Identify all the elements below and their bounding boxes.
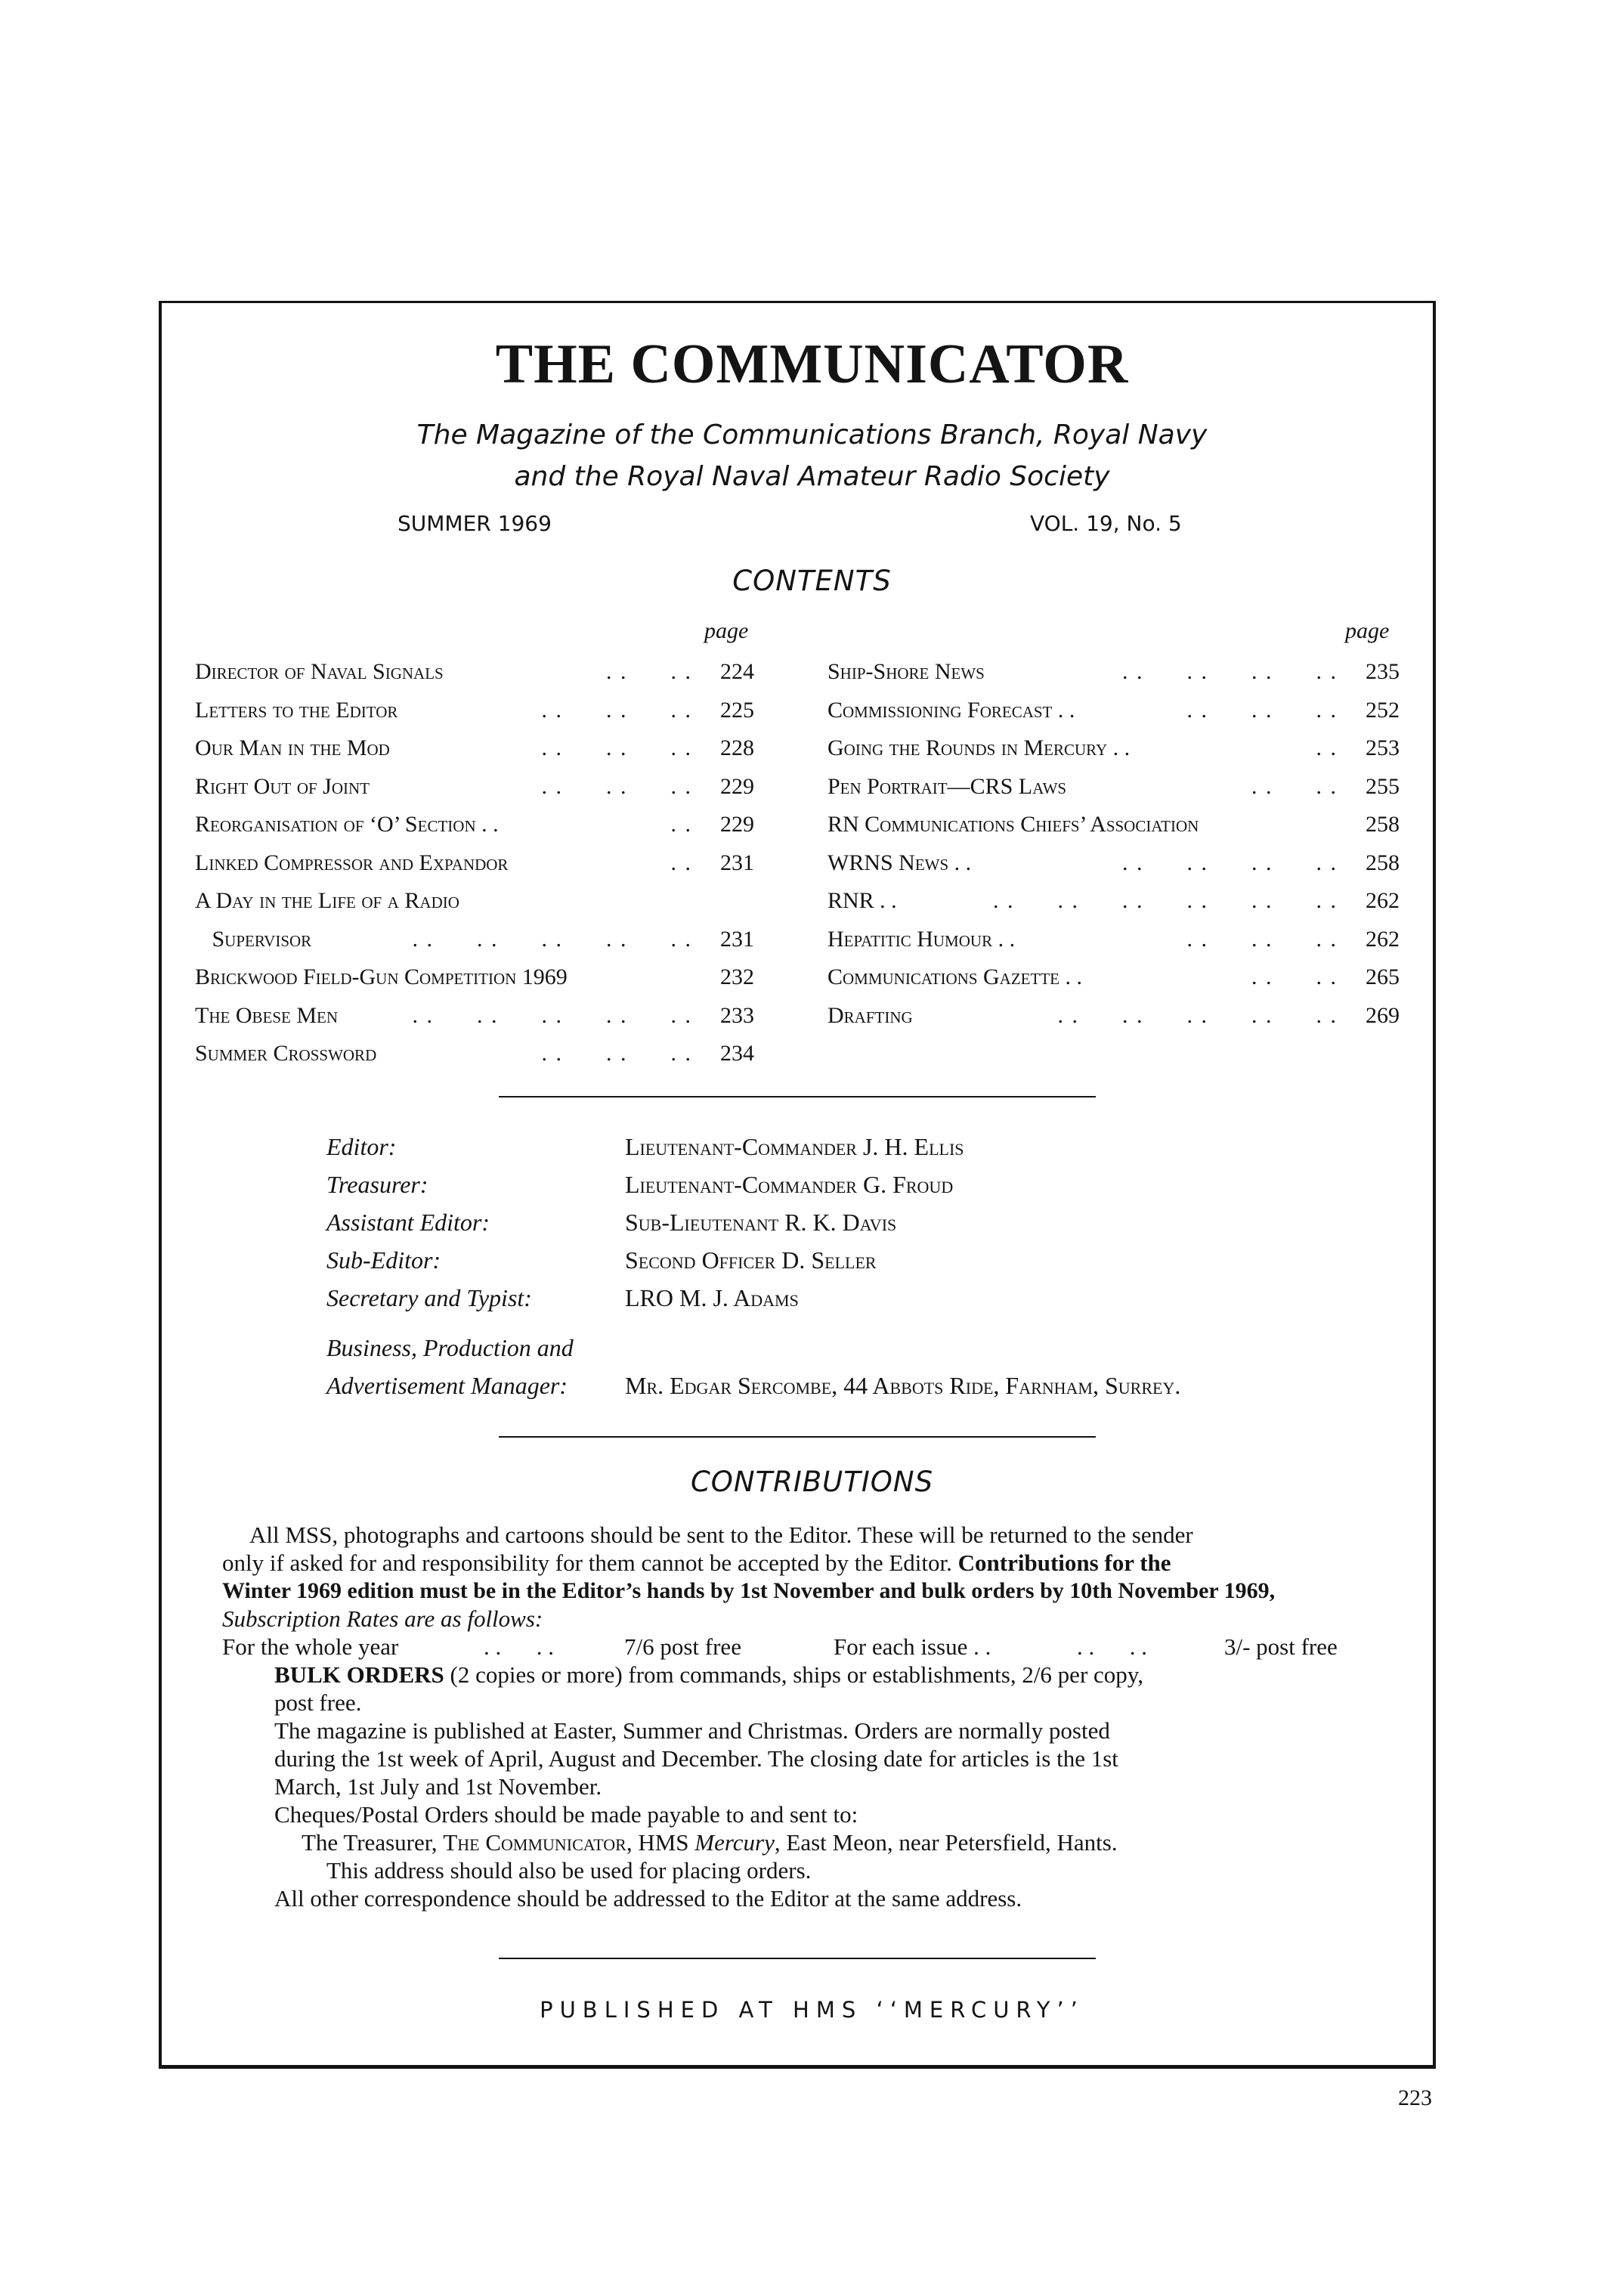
toc-entry-leader: . . . . . . . . (1122, 850, 1338, 875)
staff-role: Sub-Editor: (326, 1246, 441, 1274)
toc-entry-page: 231 (720, 926, 754, 952)
contributions-heading: CONTRIBUTIONS (690, 1466, 934, 1498)
toc-entry-title: Commissioning Forecast . . (827, 697, 1075, 723)
toc-entry-title: Summer Crossword (195, 1041, 377, 1066)
rate-issue-value: 3/- post free (1224, 1633, 1338, 1660)
toc-entry (827, 692, 1400, 729)
staff-role: Editor: (326, 1133, 397, 1160)
rate-issue-dots: . . . . (1077, 1633, 1147, 1660)
page-column-label-right: page (1345, 618, 1390, 643)
divider-rule (499, 1958, 1096, 1959)
staff-role: Secretary and Typist: (326, 1284, 532, 1311)
toc-entry-leader: . . . . . . . . . . (412, 1002, 692, 1028)
rate-issue-label: For each issue . . (834, 1633, 991, 1660)
contrib-line (222, 1549, 1171, 1577)
toc-entry-title: A Day in the Life of a Radio (195, 888, 459, 913)
contents-heading: CONTENTS (732, 565, 892, 597)
toc-entry (827, 921, 1400, 958)
toc-entry-leader: . . . . . . . . . . . . (993, 888, 1338, 913)
toc-entry-leader: . . . . . . . . . . (412, 926, 692, 952)
toc-entry-leader: . . (670, 812, 692, 837)
toc-entry (195, 768, 754, 806)
contrib-line: All MSS, photographs and cartoons should be sent to the Editor. These will be returned to the sender (249, 1522, 1193, 1548)
publication-line: March, 1st July and 1st November. (274, 1773, 602, 1800)
contrib-deadline-text: Contributions for the (951, 1549, 1171, 1576)
toc-entry-page: 234 (720, 1041, 754, 1066)
staff-name: LRO M. J. Adams (625, 1284, 799, 1311)
toc-entry-leader: . . (670, 850, 692, 875)
staff-name: Second Officer D. Seller (625, 1246, 877, 1274)
toc-entry (195, 921, 754, 958)
staff-role: Treasurer: (326, 1171, 428, 1198)
toc-entry-title: Right Out of Joint (195, 773, 370, 799)
magazine-subtitle-line1: The Magazine of the Communications Branch, Royal Navy (416, 419, 1208, 450)
toc-entry-title: Reorganisation of ‘O’ Section . . (195, 812, 499, 837)
bulk-orders-label: BULK ORDERS (274, 1661, 444, 1688)
other-correspondence-line: All other correspondence should be addressed to the Editor at the same address. (274, 1885, 1022, 1912)
issue-volume: VOL. 19, No. 5 (1030, 511, 1182, 536)
toc-entry-leader: . . . . . . . . . . (1057, 1002, 1338, 1028)
business-role-line1: Business, Production and (326, 1334, 574, 1361)
address-text: , HMS (626, 1829, 695, 1856)
toc-entry (827, 997, 1400, 1035)
toc-entry-leader: . . . . . . (1186, 926, 1338, 952)
business-manager-name: Mr. Edgar Sercombe, 44 Abbots Ride, Farnham, Surrey. (625, 1372, 1181, 1399)
toc-entry (195, 653, 754, 691)
toc-entry (827, 958, 1400, 996)
toc-entry-title: Hepatitic Humour . . (827, 926, 1016, 952)
toc-entry-page: 258 (1366, 850, 1400, 875)
divider-rule (499, 1436, 1096, 1438)
toc-entry-page: 253 (1366, 735, 1400, 760)
publication-line: The magazine is published at Easter, Summer and Christmas. Orders are normally posted (274, 1717, 1110, 1744)
toc-entry-leader: . . . . . . (1186, 697, 1338, 723)
cheques-line: Cheques/Postal Orders should be made payable to and sent to: (274, 1801, 858, 1828)
published-at: PUBLISHED AT HMS ‘‘MERCURY’’ (540, 1997, 1084, 2023)
magazine-subtitle-line2: and the Royal Naval Amateur Radio Society (514, 461, 1110, 492)
toc-entry-page: 269 (1366, 1002, 1400, 1028)
staff-name: Lieutenant-Commander G. Froud (625, 1171, 954, 1198)
toc-entry-page: 252 (1366, 697, 1400, 723)
toc-entry-title: Communications Gazette . . (827, 964, 1082, 989)
toc-entry-title: WRNS News . . (827, 850, 972, 875)
toc-entry-title: Our Man in the Mod (195, 735, 390, 760)
toc-entry-page: 229 (720, 773, 754, 799)
toc-entry-leader: . . . . (606, 659, 692, 684)
magazine-title: THE COMMUNICATOR (495, 333, 1129, 395)
toc-entry (195, 997, 754, 1035)
toc-entry (827, 844, 1400, 882)
toc-entry-leader: . . . . . . (541, 773, 692, 799)
toc-entry-leader: . . . . . . (541, 1041, 692, 1066)
toc-entry (827, 882, 1400, 920)
toc-entry-page: 235 (1366, 659, 1400, 684)
toc-entry-title: Pen Portrait—CRS Laws (827, 773, 1067, 799)
contrib-text: only if asked for and responsibility for them cannot be accepted by the Editor. (222, 1549, 952, 1576)
toc-entry-title: RN Communications Chiefs’ Association (827, 812, 1199, 837)
rate-year-value: 7/6 post free (624, 1633, 741, 1660)
publication-line: during the 1st week of April, August and December. The closing date for articles is the 1st (274, 1745, 1118, 1772)
toc-entry (827, 653, 1400, 691)
toc-entry (195, 806, 754, 844)
toc-entry-title: Linked Compressor and Expandor (195, 850, 509, 875)
toc-entry-page: 229 (720, 812, 754, 837)
issue-season: SUMMER 1969 (397, 511, 552, 536)
toc-entry-page: 224 (720, 659, 754, 684)
rate-year-dots: . . . . (484, 1633, 554, 1660)
toc-entry (195, 1035, 754, 1073)
business-role-line2: Advertisement Manager: (326, 1372, 568, 1399)
toc-entry-title: Going the Rounds in Mercury . . (827, 735, 1131, 760)
bulk-orders-text: (2 copies or more) from commands, ships or establishments, 2/6 per copy, (444, 1661, 1144, 1688)
page-column-label-left: page (704, 618, 749, 643)
subscription-rates-label: Subscription Rates are as follows: (222, 1605, 543, 1632)
rate-year-label: For the whole year (222, 1633, 399, 1660)
toc-entry-leader: . . . . . . . . (1122, 659, 1338, 684)
toc-entry-page: 232 (720, 964, 754, 989)
toc-entry-title: Ship-Shore News (827, 659, 985, 684)
contrib-deadline-line: Winter 1969 edition must be in the Editor’s hands by 1st November and bulk orders by 10th November 1969, (222, 1578, 1276, 1603)
toc-entry (195, 882, 754, 920)
address-ship: Mercury (694, 1829, 775, 1856)
toc-entry-page: 231 (720, 850, 754, 875)
toc-entry-page: 262 (1366, 888, 1400, 913)
toc-entry-page: 228 (720, 735, 754, 760)
divider-rule (499, 1096, 1096, 1097)
page-number: 223 (1398, 2085, 1432, 2110)
toc-entry-title: Director of Naval Signals (195, 659, 444, 684)
bulk-orders-line2: post free. (274, 1689, 362, 1716)
toc-entry (195, 692, 754, 729)
toc-entry-title: Supervisor (195, 926, 312, 952)
toc-entry-title: The Obese Men (195, 1002, 338, 1028)
toc-entry-page: 262 (1366, 926, 1400, 952)
toc-entry-leader: . . . . . . (541, 697, 692, 723)
toc-entry (827, 768, 1400, 806)
toc-entry (195, 958, 754, 996)
toc-entry-page: 225 (720, 697, 754, 723)
toc-entry-page: 258 (1366, 812, 1400, 837)
toc-entry-title: RNR . . (827, 888, 897, 913)
address-magazine: The Communicator (443, 1829, 626, 1856)
toc-entry (195, 729, 754, 767)
toc-entry-title: Letters to the Editor (195, 697, 398, 723)
bulk-orders-line (274, 1661, 1143, 1689)
toc-entry-title: Drafting (827, 1002, 913, 1028)
toc-entry-leader: . . . . (1251, 773, 1338, 799)
address-text: , East Meon, near Petersfield, Hants. (774, 1829, 1118, 1856)
toc-entry-title: Brickwood Field-Gun Competition 1969 (195, 964, 568, 989)
staff-name: Sub-Lieutenant R. K. Davis (625, 1209, 897, 1236)
staff-name: Lieutenant-Commander J. H. Ellis (625, 1133, 964, 1160)
toc-entry-page: 233 (720, 1002, 754, 1028)
toc-entry (195, 844, 754, 882)
toc-entry-leader: . . (1316, 735, 1338, 760)
address-line (302, 1828, 1118, 1856)
toc-entry-leader: . . . . . . (541, 735, 692, 760)
toc-entry-leader: . . . . (1251, 964, 1338, 989)
address-text: The Treasurer, (302, 1829, 444, 1856)
toc-entry (827, 806, 1400, 844)
address-note: This address should also be used for placing orders. (326, 1857, 812, 1884)
staff-role: Assistant Editor: (326, 1209, 490, 1236)
toc-entry-page: 265 (1366, 964, 1400, 989)
toc-entry (827, 729, 1400, 767)
toc-entry-page: 255 (1366, 773, 1400, 799)
